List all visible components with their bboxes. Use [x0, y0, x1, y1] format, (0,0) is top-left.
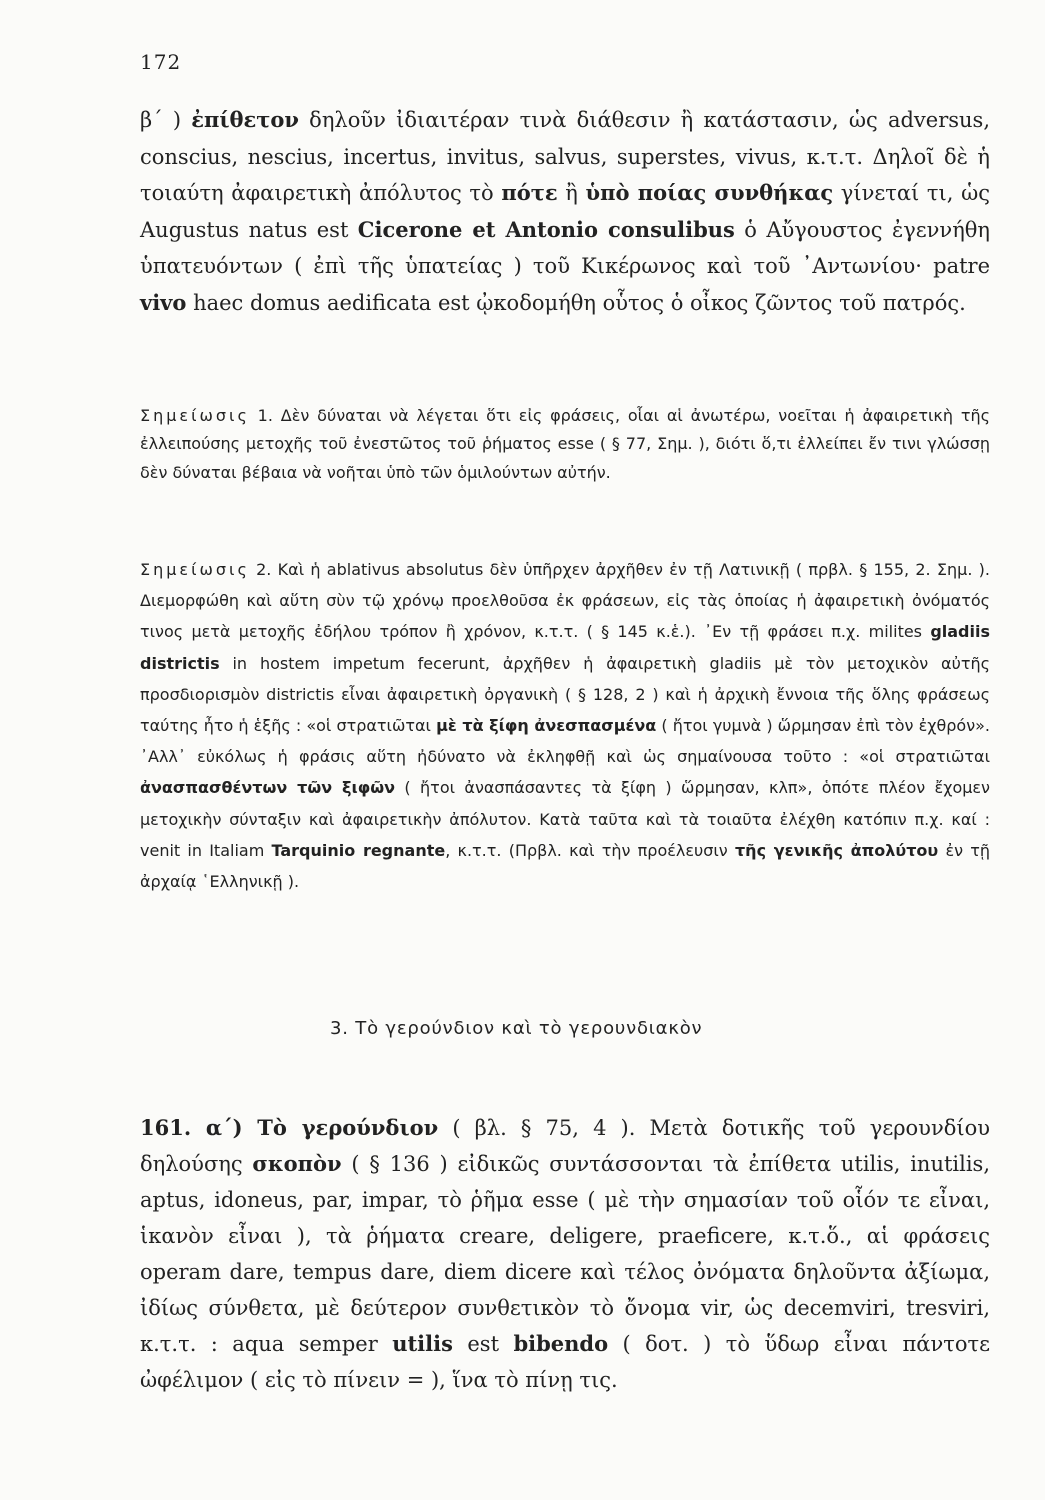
- note-2: [140, 554, 990, 897]
- paragraph-text: ( δοτ. ) τὸ ὕδωρ εἶναι πάντοτε ὠφέλιμον ( εἰς τὸ πίνειν = ), ἵνα τὸ πίνῃ τις.: [140, 1332, 990, 1392]
- bold-example: bibendo: [513, 1331, 609, 1356]
- paragraph-text: γίνεταί τι, ὡς Augustus natus est: [140, 181, 990, 242]
- paragraph-text: ( βλ. § 75, 4 ). Μετὰ δοτικῆς τοῦ γερουνδίου δηλούσης: [140, 1116, 991, 1176]
- paragraph-text: δηλοῦν ἰδιαιτέραν τινὰ διάθεσιν ἢ κατάστασιν, ὡς adversus, conscius, nescius, incertus, invitus, salvus, superstes, vivus, κ.τ.τ. Δηλοῖ δὲ ἡ τοιαύτη ἀφαιρετικὴ ἀπόλυτος τὸ: [140, 108, 990, 206]
- paragraph-title: α΄) Τὸ γερούνδιον: [191, 1115, 439, 1140]
- bold-example: vivo: [140, 289, 187, 315]
- note-label: Σημείωσις: [140, 406, 250, 425]
- page-number: 172: [140, 50, 182, 74]
- bold-term: μὲ τὰ ξίφη ἀνεσπασμένα: [436, 716, 657, 736]
- paragraph-marker: β΄ ): [140, 108, 182, 132]
- bold-term: πότε: [501, 180, 558, 206]
- note-1: [140, 402, 990, 487]
- bold-term: ἐπίθετον: [191, 107, 299, 132]
- bold-term: ἀνασπασθέντων τῶν ξιφῶν: [140, 778, 396, 798]
- paragraph-text: ὁ Αὔγουστος ἐγεννήθη ὑπατευόντων ( ἐπὶ τῆς ὑπατείας ) τοῦ Κικέρωνος καὶ τοῦ ᾿Αντωνίου· patre: [140, 217, 990, 279]
- note-label: Σημείωσις: [140, 560, 250, 579]
- paragraph-number: 161.: [140, 1115, 192, 1140]
- paragraph-text: haec domus aedificata est ᾠκοδομήθη οὗτος ὁ οἶκος ζῶντος τοῦ πατρός.: [186, 290, 966, 315]
- paragraph-161: [140, 1110, 990, 1398]
- paragraph-beta-adjective: [140, 102, 990, 322]
- paragraph-text: ἢ: [557, 181, 586, 206]
- bold-example: gladiis districtis: [140, 622, 990, 673]
- paragraph-text: ( § 136 ) εἰδικῶς συντάσσονται τὰ ἐπίθετα utilis, inutilis, aptus, idoneus, par, impar, τὸ ῥῆμα esse ( μὲ τὴν σημασίαν τοῦ οἷόν τε εἶναι, ἱκανὸν εἶναι ), τὰ ῥήματα creare, deligere, praeficere, κ.τ.ὅ., αἱ φράσεις operam dare, tempus dare, diem dicere καὶ τέλος ὀνόματα δηλοῦντα ἀξίωμα, ἰδίως σύνθετα, μὲ δεύτερον συνθετικὸν τὸ ὄνομα vir, ὡς decemviri, tresviri, κ.τ.τ. : aqua semper: [140, 1152, 991, 1356]
- bold-example: Tarquinio regnante: [271, 840, 446, 860]
- note-text: Δὲν δύναται νὰ λέγεται ὅτι εἰς φράσεις, οἷαι αἱ ἀνωτέρω, νοεῖται ἡ ἀφαιρετικὴ τῆς ἐλλειπούσης μετοχῆς τοῦ ἐνεστῶτος τοῦ ῥήματος esse ( § 77, Σημ. ), διότι ὅ,τι ἐλλείπει ἔν τινι γλώσσῃ δὲν δύναται βέβαια νὰ νοῆται ὑπὸ τῶν ὁμιλούντων αὐτήν.: [140, 406, 991, 482]
- note-number: 2.: [249, 560, 278, 579]
- section-heading: 3. Τὸ γερούνδιον καὶ τὸ γερουνδιακὸν: [330, 1018, 703, 1039]
- note-text: Καὶ ἡ ablativus absolutus δὲν ὑπῆρχεν ἀρχῆθεν ἐν τῇ Λατινικῇ ( πρβλ. § 155, 2. Σημ. ). Διεμορφώθη καὶ αὕτη σὺν τῷ χρόνῳ προελθοῦσα ἐκ φράσεων, εἰς τὰς ὁποίας ἡ ἀφαιρετικὴ ὀνόματός τινος μετὰ μετοχῆς ἐδήλου τρόπον ἢ χρόνον, κ.τ.τ. ( § 145 κ.ἑ.). ᾿Εν τῇ φράσει π.χ. milites: [140, 560, 991, 642]
- bold-term: σκοπὸν: [252, 1151, 342, 1176]
- note-text: , κ.τ.τ. (Πρβλ. καὶ τὴν προέλευσιν: [445, 840, 735, 860]
- note-text: in hostem impetum fecerunt, ἀρχῆθεν ἡ ἀφαιρετικὴ gladiis μὲ τὸν μετοχικὸν αὐτῆς προσδιορισμὸν districtis εἶναι ἀφαιρετικὴ ὀργανικὴ ( § 128, 2 ) καὶ ἡ ἀρχικὴ ἔννοια τῆς ὅλης φράσεως ταύτης ἦτο ἡ ἑξῆς : «οἱ στρατιῶται: [140, 653, 990, 736]
- note-text: ἐν τῇ ἀρχαίᾳ ῾Ελληνικῇ ).: [140, 840, 991, 892]
- note-number: 1.: [249, 406, 281, 425]
- note-text: ( ἤτοι γυμνὰ ) ὥρμησαν ἐπὶ τὸν ἐχθρόν». ᾿Αλλ᾿ εὐκόλως ἡ φράσις αὕτη ἠδύνατο νὰ ἐκληφθῇ καὶ ὡς σημαίνουσα τοῦτο : «οἱ στρατιῶται: [140, 716, 991, 767]
- note-text: ( ἤτοι ἀνασπάσαντες τὰ ξίφη ) ὥρμησαν, κλπ», ὁπότε πλέον ἔχομεν μετοχικὴν σύνταξιν καὶ ἀφαιρετικὴν ἀπόλυτον. Κατὰ ταῦτα καὶ τὰ τοιαῦτα ἐλέχθη κατόπιν π.χ. καί : venit in Italiam: [140, 778, 990, 860]
- bold-example: Cicerone et Antonio consulibus: [357, 216, 735, 242]
- paragraph-text: est: [452, 1332, 514, 1356]
- bold-term: ὑπὸ ποίας συνθήκας: [585, 180, 834, 206]
- bold-term: τῆς γενικῆς ἀπολύτου: [734, 840, 939, 860]
- bold-example: utilis: [392, 1331, 453, 1356]
